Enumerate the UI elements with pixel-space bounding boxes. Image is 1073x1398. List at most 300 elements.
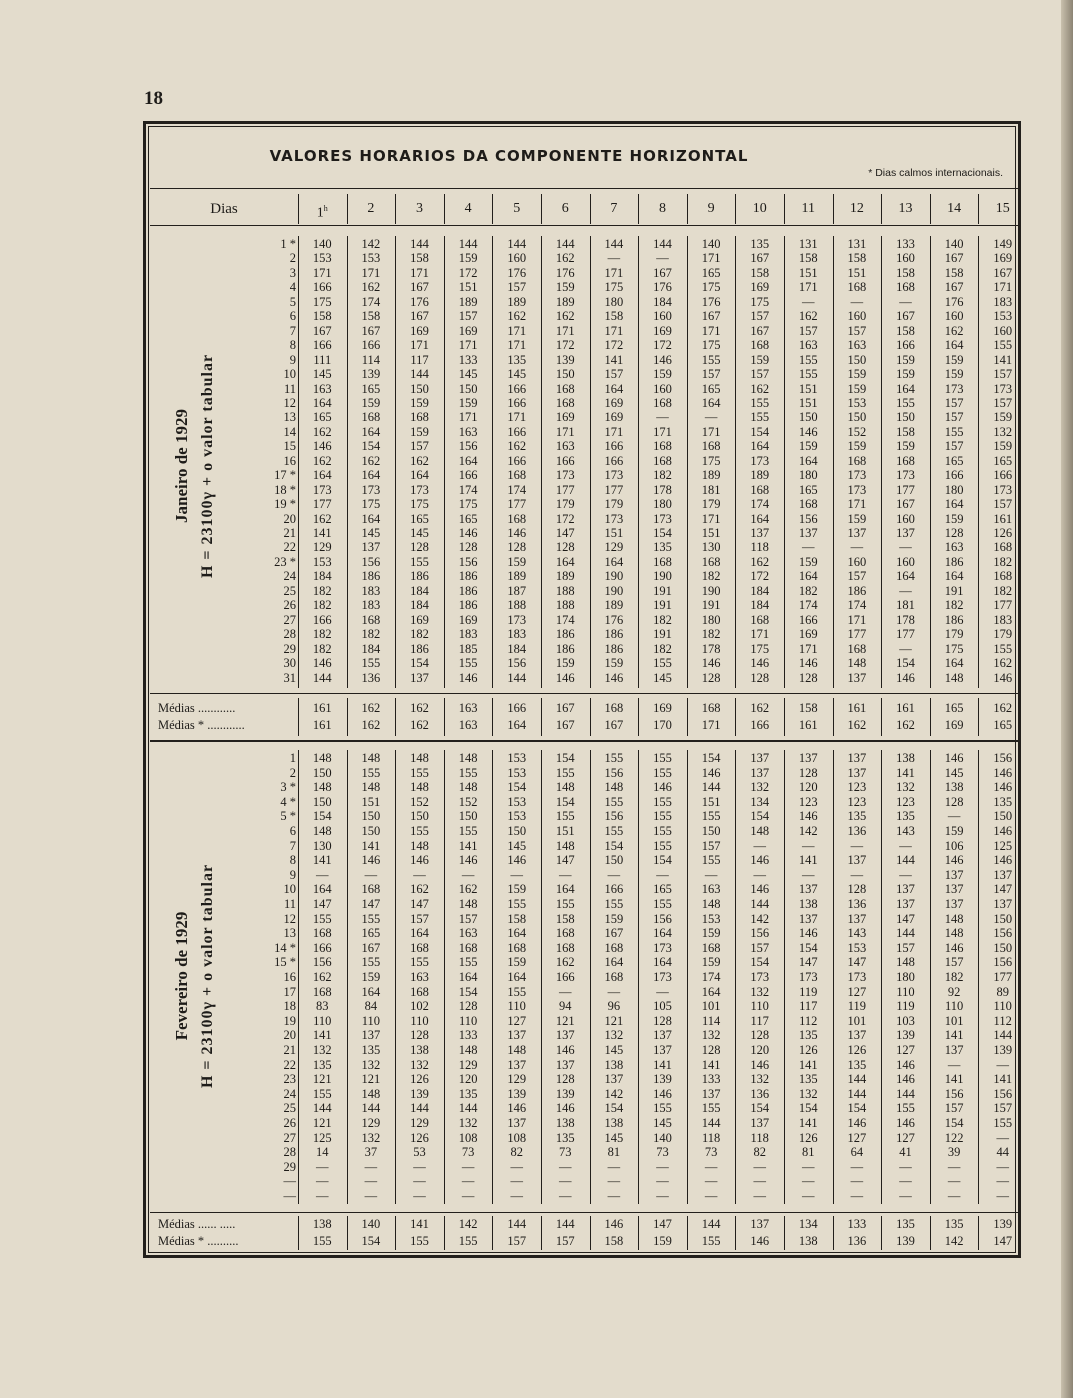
value-cell: 183: [361, 598, 381, 613]
value-cell: 171: [750, 627, 770, 642]
value-cell: 167: [896, 497, 915, 512]
value-cell: 135: [361, 1043, 381, 1057]
value-cell: 186: [410, 641, 429, 656]
value-cell: 168: [653, 439, 672, 454]
value-cell: —: [753, 838, 766, 853]
value-cell: 164: [604, 955, 624, 970]
medias-value: 162: [361, 701, 381, 715]
value-cell: 159: [653, 367, 672, 382]
table-row: [150, 627, 1018, 643]
value-cell: 163: [944, 540, 964, 555]
value-cell: 159: [993, 410, 1013, 425]
value-cell: 158: [896, 265, 915, 280]
medias-value: 147: [653, 1217, 672, 1231]
value-cell: 153: [847, 395, 867, 410]
rule-line: [150, 693, 1018, 694]
value-cell: 182: [993, 583, 1013, 598]
value-cell: 165: [361, 926, 381, 941]
day-label: 26: [283, 598, 296, 613]
value-cell: 164: [798, 569, 818, 584]
table-row: [150, 824, 1018, 840]
value-cell: 132: [312, 1043, 332, 1057]
value-cell: 119: [847, 999, 867, 1014]
value-cell: 101: [944, 1013, 964, 1028]
value-cell: 153: [847, 940, 867, 955]
day-label: 5: [289, 294, 296, 309]
day-label: 19 *: [274, 497, 296, 512]
table-row: [150, 1072, 1018, 1088]
value-cell: 160: [896, 511, 915, 526]
value-cell: 154: [555, 794, 575, 809]
value-cell: 174: [458, 482, 478, 497]
value-cell: 175: [701, 453, 721, 468]
value-cell: 159: [361, 970, 381, 984]
value-cell: 148: [847, 656, 867, 671]
value-cell: 146: [361, 853, 381, 868]
value-cell: 155: [507, 984, 527, 999]
value-cell: —: [850, 1189, 864, 1203]
value-cell: 121: [361, 1072, 381, 1087]
value-cell: 162: [507, 439, 527, 454]
value-cell: —: [802, 1189, 815, 1203]
value-cell: 168: [896, 280, 915, 295]
value-cell: 167: [410, 309, 429, 324]
table-row: [150, 483, 1018, 499]
table-row: [150, 642, 1018, 658]
value-cell: 128: [750, 670, 770, 685]
value-cell: 153: [507, 765, 527, 780]
medias-value: 163: [458, 701, 478, 715]
value-cell: 163: [410, 970, 429, 984]
value-cell: 182: [312, 627, 332, 642]
medias-value: 167: [555, 701, 575, 715]
value-cell: 117: [799, 999, 818, 1014]
value-cell: 121: [312, 1072, 332, 1087]
value-cell: 119: [799, 984, 818, 999]
value-cell: 118: [750, 1130, 769, 1145]
value-cell: 137: [653, 1043, 672, 1057]
value-cell: 129: [361, 1116, 381, 1130]
value-cell: 154: [798, 940, 818, 955]
day-label: 14: [283, 424, 296, 439]
value-cell: 166: [507, 453, 527, 468]
value-cell: 171: [507, 338, 527, 353]
value-cell: 147: [410, 897, 429, 911]
value-cell: 158: [361, 309, 381, 324]
value-cell: 182: [798, 583, 818, 598]
value-cell: 171: [361, 265, 381, 280]
value-cell: 138: [896, 751, 915, 765]
value-cell: 132: [993, 424, 1013, 439]
medias-value: 146: [750, 1233, 770, 1248]
value-cell: 165: [653, 882, 672, 897]
value-cell: —: [461, 1189, 475, 1203]
value-cell: 144: [701, 780, 721, 795]
value-cell: 191: [653, 583, 672, 598]
value-cell: 159: [458, 251, 478, 266]
value-cell: 125: [312, 1130, 332, 1145]
value-cell: 156: [458, 439, 478, 454]
value-cell: 120: [798, 780, 818, 795]
value-cell: 159: [750, 352, 770, 367]
day-label: 30: [283, 656, 296, 671]
value-cell: 154: [701, 751, 721, 765]
value-cell: 162: [361, 453, 381, 468]
table-row: [150, 999, 1018, 1015]
value-cell: 64: [850, 1145, 864, 1160]
value-cell: 162: [312, 511, 332, 526]
value-cell: 110: [944, 999, 964, 1014]
day-label: 18 *: [274, 482, 296, 497]
value-cell: 145: [653, 670, 672, 685]
value-cell: 155: [410, 955, 429, 970]
value-cell: 157: [993, 367, 1013, 382]
day-label: —: [283, 1189, 296, 1203]
value-cell: 158: [847, 251, 867, 266]
value-cell: 171: [555, 424, 575, 439]
medias-value: 167: [555, 717, 575, 732]
value-cell: 175: [750, 641, 770, 656]
value-cell: 155: [361, 955, 381, 970]
value-cell: 168: [604, 940, 624, 955]
value-cell: 168: [750, 338, 770, 353]
value-cell: 182: [410, 627, 429, 642]
value-cell: 112: [993, 1013, 1012, 1028]
value-cell: 117: [750, 1013, 769, 1028]
value-cell: 140: [653, 1130, 672, 1145]
value-cell: —: [510, 1189, 523, 1203]
value-cell: 189: [507, 569, 527, 584]
value-cell: 171: [604, 265, 624, 280]
value-cell: 168: [750, 612, 770, 627]
value-cell: —: [559, 1174, 572, 1189]
value-cell: 171: [604, 424, 624, 439]
value-cell: 171: [458, 410, 478, 425]
medias-value: 169: [944, 717, 964, 732]
medias-value: 171: [701, 717, 721, 732]
value-cell: 168: [701, 940, 721, 955]
medias-value: 155: [458, 1233, 478, 1248]
value-cell: 173: [604, 511, 624, 526]
value-cell: 150: [798, 410, 818, 425]
value-cell: 182: [944, 970, 964, 984]
value-cell: 187: [507, 583, 527, 598]
value-cell: 145: [410, 526, 429, 540]
day-label: 4 *: [280, 794, 296, 809]
value-cell: 148: [458, 780, 478, 795]
value-cell: 168: [555, 381, 575, 396]
value-cell: 154: [750, 1101, 770, 1116]
value-cell: 159: [507, 882, 527, 897]
value-cell: 139: [896, 1028, 915, 1043]
value-cell: 159: [847, 511, 867, 526]
value-cell: 150: [896, 410, 915, 425]
value-cell: —: [850, 540, 864, 555]
value-cell: 148: [944, 926, 964, 941]
value-cell: 146: [458, 853, 478, 868]
value-cell: 150: [847, 410, 867, 425]
medias-value: 139: [993, 1217, 1013, 1231]
value-cell: 133: [896, 237, 915, 251]
value-cell: 152: [458, 794, 478, 809]
value-cell: 146: [507, 853, 527, 868]
value-cell: 178: [896, 612, 915, 627]
value-cell: 156: [653, 911, 672, 926]
table-row: [150, 1189, 1018, 1205]
day-label: 22: [283, 1057, 296, 1072]
value-cell: 175: [458, 497, 478, 512]
value-cell: 166: [312, 280, 332, 295]
value-cell: 189: [555, 294, 575, 309]
value-cell: 156: [507, 656, 527, 671]
value-cell: 158: [896, 323, 915, 338]
value-cell: 172: [750, 569, 770, 584]
value-cell: 176: [604, 612, 624, 627]
value-cell: 173: [653, 940, 672, 955]
value-cell: 146: [993, 670, 1013, 685]
value-cell: 184: [750, 598, 770, 613]
value-cell: 173: [847, 970, 867, 984]
value-cell: 165: [410, 511, 429, 526]
value-cell: 172: [555, 338, 575, 353]
value-cell: 150: [507, 824, 527, 838]
table-row: [150, 1160, 1018, 1176]
medias-value: 139: [896, 1233, 915, 1248]
value-cell: 81: [607, 1145, 621, 1160]
value-cell: 144: [410, 367, 429, 382]
value-cell: 150: [993, 940, 1013, 955]
value-cell: 137: [944, 1043, 964, 1057]
value-cell: 155: [312, 911, 332, 926]
value-cell: 155: [701, 352, 721, 367]
value-cell: 140: [312, 237, 332, 251]
value-cell: 189: [701, 468, 721, 483]
value-cell: 148: [555, 838, 575, 853]
value-cell: 101: [847, 1013, 867, 1028]
table-row: [150, 584, 1018, 600]
value-cell: —: [656, 251, 669, 266]
day-label: 8: [289, 338, 296, 353]
value-cell: 161: [993, 511, 1013, 526]
table-row: [150, 839, 1018, 855]
value-cell: 133: [458, 352, 478, 367]
header-hour-10: 10: [752, 201, 767, 216]
value-cell: 137: [896, 526, 915, 540]
value-cell: 186: [555, 641, 575, 656]
month-label: Fevereiro de 1929: [172, 911, 191, 1041]
header-hour-15: 15: [995, 201, 1010, 216]
value-cell: 155: [653, 897, 672, 911]
value-cell: 173: [604, 468, 624, 483]
value-cell: 165: [458, 511, 478, 526]
value-cell: 175: [701, 338, 721, 353]
value-cell: 44: [996, 1145, 1009, 1160]
value-cell: 120: [750, 1043, 770, 1057]
value-cell: 180: [944, 482, 964, 497]
value-cell: 181: [896, 598, 915, 613]
value-cell: 173: [944, 381, 964, 396]
value-cell: 190: [653, 569, 672, 584]
value-cell: 191: [701, 598, 721, 613]
value-cell: 168: [750, 482, 770, 497]
value-cell: 126: [410, 1072, 429, 1087]
value-cell: —: [510, 1159, 523, 1174]
value-cell: 168: [361, 612, 381, 627]
day-label: 27: [283, 612, 296, 627]
value-cell: 127: [896, 1043, 915, 1057]
table-title: VALORES HORARIOS DA COMPONENTE HORIZONTAL: [269, 147, 749, 165]
value-cell: 132: [750, 984, 770, 999]
value-cell: 146: [750, 656, 770, 671]
value-cell: —: [996, 1159, 1009, 1174]
value-cell: —: [996, 1189, 1009, 1203]
medias-value: 166: [750, 717, 770, 732]
value-cell: 137: [993, 867, 1013, 882]
quiet-days-note: * Dias calmos internacionais.: [868, 167, 1003, 179]
value-cell: 156: [993, 1086, 1013, 1101]
value-cell: 128: [458, 999, 478, 1014]
value-cell: 175: [361, 497, 381, 512]
value-cell: 134: [750, 794, 770, 809]
value-cell: 173: [993, 381, 1013, 396]
value-cell: 162: [312, 970, 332, 984]
value-cell: 110: [313, 1013, 332, 1028]
value-cell: 137: [750, 526, 770, 540]
table-row: [150, 425, 1018, 441]
medias-value: 142: [944, 1233, 964, 1248]
value-cell: —: [899, 583, 912, 598]
value-cell: 135: [312, 1057, 332, 1072]
value-cell: 167: [361, 323, 381, 338]
value-cell: 166: [944, 468, 964, 483]
value-cell: 162: [993, 656, 1013, 671]
header-hour-3: 3: [416, 201, 423, 216]
value-cell: 174: [555, 612, 575, 627]
value-cell: 110: [896, 984, 915, 999]
medias-value: 155: [701, 1233, 721, 1248]
value-cell: 146: [410, 853, 429, 868]
value-cell: 137: [993, 897, 1013, 911]
value-cell: —: [607, 1189, 621, 1203]
value-cell: 168: [312, 926, 332, 941]
value-cell: 154: [361, 439, 381, 454]
value-cell: 191: [944, 583, 964, 598]
day-label: 29: [283, 641, 296, 656]
value-cell: 135: [653, 540, 672, 555]
value-cell: 164: [944, 569, 964, 584]
value-cell: 183: [507, 627, 527, 642]
value-cell: 188: [555, 583, 575, 598]
value-cell: 148: [458, 897, 478, 911]
value-cell: 128: [410, 540, 429, 555]
header-hour-2: 2: [367, 201, 375, 216]
value-cell: 146: [896, 1072, 915, 1087]
value-cell: 153: [507, 809, 527, 824]
value-cell: 159: [798, 554, 818, 569]
value-cell: 123: [896, 794, 915, 809]
table-row: [150, 512, 1018, 528]
value-cell: 169: [604, 395, 624, 410]
value-cell: 141: [993, 352, 1013, 367]
header-hour-11: 11: [801, 201, 816, 216]
value-cell: 137: [507, 1116, 527, 1130]
value-cell: —: [899, 1189, 912, 1203]
value-cell: 175: [701, 280, 721, 295]
header-hour-7: 7: [610, 201, 618, 216]
value-cell: 165: [701, 265, 721, 280]
hour-unit-suffix: h: [323, 204, 328, 213]
medias-value: 161: [312, 717, 332, 732]
value-cell: —: [850, 294, 864, 309]
value-cell: 168: [507, 511, 527, 526]
value-cell: 128: [653, 1013, 672, 1028]
value-cell: —: [802, 540, 815, 555]
value-cell: 156: [604, 809, 624, 824]
value-cell: 137: [847, 526, 867, 540]
value-cell: —: [364, 867, 378, 882]
day-label: 16: [283, 970, 296, 984]
medias-row: [150, 700, 1018, 716]
value-cell: 137: [507, 1028, 527, 1043]
medias-value: 168: [701, 701, 721, 715]
value-cell: 155: [312, 1086, 332, 1101]
value-cell: 157: [750, 309, 770, 324]
value-cell: 172: [653, 338, 672, 353]
value-cell: 159: [555, 656, 575, 671]
value-cell: 160: [847, 309, 867, 324]
value-cell: 172: [458, 265, 478, 280]
value-cell: 164: [896, 381, 915, 396]
value-cell: 133: [458, 1028, 478, 1043]
value-cell: 141: [312, 853, 332, 868]
value-cell: 157: [604, 367, 624, 382]
value-cell: 146: [701, 765, 721, 780]
value-cell: 132: [750, 1072, 770, 1087]
value-cell: 157: [507, 280, 527, 295]
day-label: 21: [283, 1043, 296, 1057]
value-cell: 162: [750, 381, 770, 396]
value-cell: 128: [944, 526, 964, 540]
value-cell: 156: [458, 554, 478, 569]
value-cell: —: [316, 1189, 329, 1203]
value-cell: 131: [847, 237, 867, 251]
value-cell: 155: [653, 751, 672, 765]
value-cell: 144: [604, 237, 624, 251]
value-cell: 147: [555, 853, 575, 868]
value-cell: 126: [410, 1130, 429, 1145]
value-cell: 169: [555, 410, 575, 425]
value-cell: 171: [798, 280, 818, 295]
value-cell: 155: [458, 765, 478, 780]
value-cell: 157: [944, 410, 964, 425]
value-cell: 163: [555, 439, 575, 454]
value-cell: 146: [896, 670, 915, 685]
value-cell: 146: [750, 1057, 770, 1072]
table-row: [150, 1174, 1018, 1190]
value-cell: 169: [653, 323, 672, 338]
value-cell: 82: [510, 1145, 523, 1160]
month-label: Janeiro de 1929: [172, 409, 191, 523]
value-cell: 177: [555, 482, 575, 497]
day-label: 20: [283, 511, 296, 526]
value-cell: 166: [604, 882, 624, 897]
medias-value: 135: [944, 1217, 964, 1231]
value-cell: —: [656, 867, 669, 882]
value-cell: 173: [798, 970, 818, 984]
value-cell: 146: [653, 780, 672, 795]
value-cell: 157: [798, 323, 818, 338]
day-label: 15: [283, 439, 296, 454]
